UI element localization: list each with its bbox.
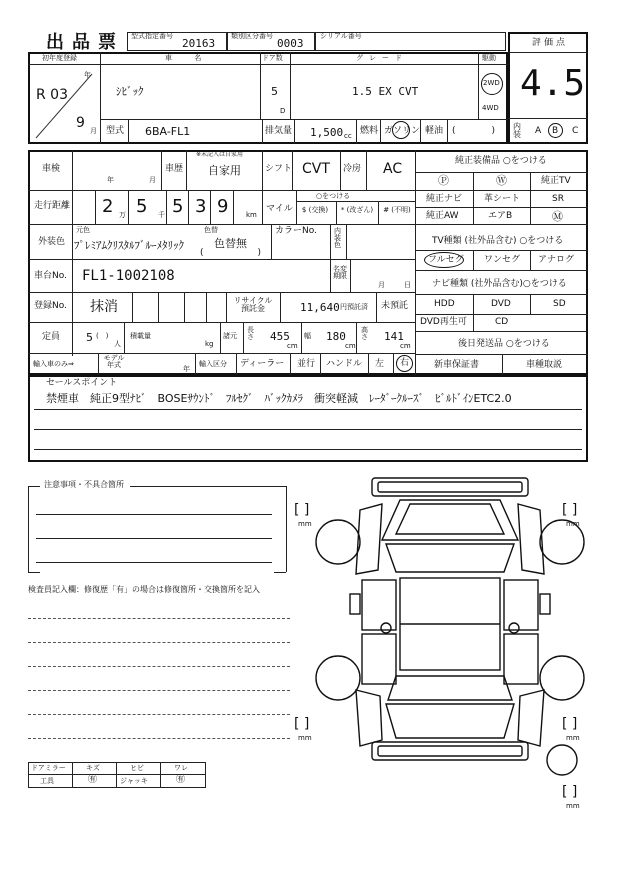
model-cert-label: 型式指定番号 — [131, 32, 173, 40]
svg-text:[ ]: [ ] — [294, 502, 310, 518]
mileage-digit-1: 2 — [102, 196, 114, 217]
car-inspection-diagram — [290, 470, 610, 810]
navi-sd: SD — [553, 299, 566, 309]
svg-text:mm: mm — [566, 802, 580, 810]
navi-dvd: DVD — [491, 299, 511, 309]
doors-value: 5 — [271, 85, 278, 98]
tamper-label: * (改ざん) — [340, 206, 374, 214]
legend-jack-mark: ㊒ — [176, 775, 186, 785]
recycle-label: リサイクル預託金 — [233, 296, 273, 313]
mileage-digit-2: 5 — [136, 196, 148, 217]
mileage-label: 走行距離 — [34, 201, 71, 211]
tv-analog: アナログ — [538, 255, 575, 265]
import-type-label: 輸入区分 — [199, 360, 227, 368]
ac-value: AC — [383, 161, 403, 177]
interior-label: 内装 — [513, 122, 521, 139]
color-label: 外装色 — [38, 237, 66, 247]
interior-grade-a: A — [535, 126, 542, 136]
drive-label: 駆動 — [482, 54, 496, 62]
parallel-option: 並行 — [297, 359, 316, 369]
equip-leather: 革シート — [484, 194, 521, 204]
length-value: 455 — [270, 330, 290, 343]
diesel-bracket: ( ) — [452, 126, 496, 136]
capacity-paren: ( ) — [96, 332, 109, 340]
mileage-digit-3: 5 — [172, 196, 184, 217]
name-change-month: 月 — [378, 281, 385, 289]
height-label: 高さ — [361, 326, 368, 341]
svg-text:mm: mm — [298, 520, 312, 528]
legend-tool: 工具 — [40, 777, 54, 785]
model-label: 型式 — [106, 126, 125, 136]
fuel-value: ガソリン — [384, 126, 421, 136]
score-value: 4.5 — [520, 63, 586, 104]
class-label: 類別区分番号 — [231, 32, 273, 40]
door-suffix: D — [280, 107, 286, 115]
legend-jack: ジャッキ — [120, 777, 148, 785]
color-orig-label: 元色 — [76, 226, 90, 234]
ac-label: 冷房 — [343, 164, 362, 174]
mileage-unit-man: 万 — [119, 211, 126, 219]
legend-crack: ヒビ — [130, 764, 144, 772]
serial-label: シリアル番号 — [320, 32, 362, 40]
exchange-label: $ (交換) — [301, 206, 329, 214]
width-unit: cm — [345, 342, 356, 350]
tone-label: 色替 — [204, 226, 218, 234]
model-cert-value: 20163 — [182, 37, 216, 50]
legend-tool-mark: ㊒ — [88, 775, 98, 785]
first-reg-label: 初年度登録 — [42, 54, 77, 62]
history-label: 車歴 — [165, 164, 184, 174]
sales-text: 禁煙車 純正9型ﾅﾋﾞ BOSEｻｳﾝﾄﾞ ﾌﾙｾｸﾞ ﾊﾞｯｸｶﾒﾗ 衝突軽減 ﾚｰﾀﾞｰｸﾙｰｽﾞ ﾋﾞﾙﾄﾞｲﾝETC2.0 — [46, 392, 512, 405]
svg-text:[ ]: [ ] — [562, 502, 578, 518]
import-label: 輸入車のみ⇒ — [33, 360, 74, 368]
sales-label: セールスポイント — [46, 378, 118, 388]
score-label: 評価点 — [532, 38, 569, 48]
model-value: 6BA-FL1 — [145, 125, 191, 138]
drive-2wd: 2WD — [483, 79, 500, 87]
equip-tv: 純正TV — [541, 176, 571, 186]
width-value: 180 — [326, 330, 346, 343]
model-year-label: モデル年式 — [103, 354, 125, 369]
svg-text:mm: mm — [566, 520, 580, 528]
fuel-label: 燃料 — [360, 126, 379, 136]
model-year-unit: 年 — [183, 365, 190, 373]
grade-label: グレード — [356, 54, 408, 62]
legend-break: ワレ — [174, 764, 188, 772]
reg-label: 登録No. — [34, 301, 67, 311]
later-header: 後日発送品 ○をつける — [458, 339, 550, 349]
chassis-value: FL1-1002108 — [82, 268, 175, 284]
equip-navi: 純正ナビ — [426, 194, 463, 204]
mileage-digit-5: 9 — [217, 196, 229, 217]
mileage-digit-4: 3 — [195, 196, 207, 217]
length-unit: cm — [287, 342, 298, 350]
shaken-year-unit: 年 — [107, 176, 114, 184]
capacity-label: 定員 — [42, 332, 61, 342]
tv-header: TV種類 (社外品含む) ○をつける — [432, 236, 564, 246]
width-label: 幅 — [304, 332, 311, 340]
height-unit: cm — [400, 342, 411, 350]
handle-right: 右 — [400, 358, 410, 368]
navi-cd: CD — [495, 317, 509, 327]
colorno-label: カラーNo. — [275, 226, 317, 236]
dealer-option: ディーラー — [240, 359, 285, 369]
tone-bracket: ( ) — [200, 248, 262, 258]
caution-label: 注意事項・不具合箇所 — [44, 480, 124, 489]
class-value: 0003 — [277, 37, 304, 50]
history-value: 自家用 — [208, 164, 241, 177]
shift-label: シフト — [265, 164, 293, 174]
height-value: 141 — [384, 330, 404, 343]
navi-dvd-play: DVD再生可 — [420, 317, 467, 327]
recycle-status: 未預託 — [381, 301, 409, 311]
capacity-unit: 人 — [114, 340, 121, 348]
legend-mirror: ドアミラー — [31, 764, 66, 772]
first-reg-era: R 03 — [36, 87, 68, 103]
handle-label: ハンドル — [326, 359, 363, 369]
recycle-unit: 円預託済 — [340, 303, 368, 311]
name-change-day: 日 — [404, 281, 411, 289]
car-name-label: 車 名 — [165, 54, 212, 62]
capacity-value: 5 — [86, 331, 93, 344]
interior-color-label: 内装色 — [334, 227, 341, 249]
svg-text:[ ]: [ ] — [562, 784, 578, 800]
tone-value: 色替無 — [214, 237, 247, 250]
navi-hdd: HDD — [434, 299, 455, 309]
first-reg-month: 9 — [76, 115, 85, 131]
equip-aw: 純正AW — [426, 211, 459, 221]
navi-header: ナビ種類 (社外品含む)○をつける — [432, 279, 567, 289]
handle-left: 左 — [375, 359, 385, 369]
equip-p: Ⓟ — [438, 174, 449, 187]
genuine-header: 純正装備品 ○をつける — [455, 156, 547, 166]
mileage-unit-sen: 千 — [158, 211, 165, 219]
tv-fullseg: フルセグ — [428, 255, 464, 265]
displacement-unit: cc — [344, 132, 352, 140]
svg-text:[ ]: [ ] — [294, 716, 310, 732]
shift-value: CVT — [302, 161, 330, 177]
car-name-value: ｼﾋﾞｯｸ — [116, 85, 144, 98]
mark-note: ○をつける — [316, 192, 351, 200]
form-title: 出品票 — [46, 32, 124, 53]
interior-grade-c: C — [572, 126, 579, 136]
svg-text:mm: mm — [566, 734, 580, 742]
svg-text:[ ]: [ ] — [562, 716, 578, 732]
drive-4wd: 4WD — [482, 104, 499, 112]
svg-text:mm: mm — [298, 734, 312, 742]
later-warranty: 新車保証書 — [434, 360, 480, 370]
dims-label: 諸元 — [223, 332, 237, 340]
shaken-month-unit: 月 — [149, 176, 156, 184]
load-unit: kg — [205, 340, 214, 348]
later-manual: 車種取説 — [526, 360, 563, 370]
recycle-value: 11,640 — [300, 301, 340, 314]
door-label: ドア数 — [262, 54, 283, 62]
mile-label: マイル — [266, 204, 293, 214]
equip-sr: SR — [552, 194, 564, 204]
interior-grade-b: B — [552, 126, 559, 136]
grade-value: 1.5 EX CVT — [352, 85, 419, 98]
equip-w: Ⓦ — [496, 174, 507, 187]
month-unit: 月 — [90, 127, 97, 135]
displacement-label: 排気量 — [265, 126, 293, 136]
length-label: 長さ — [247, 326, 254, 341]
unknown-label: # (不明) — [383, 206, 411, 214]
year-unit: 年 — [84, 71, 91, 79]
legend-scratch: キズ — [86, 764, 100, 772]
reg-value: 抹消 — [90, 299, 118, 315]
equip-airbag: エアB — [488, 211, 513, 221]
history-note: ※未記入は自家用 — [196, 151, 244, 158]
name-change-label: 名変期限 — [333, 265, 347, 280]
tv-oneseg: ワンセグ — [484, 255, 521, 265]
chassis-label: 車台No. — [34, 271, 67, 281]
displacement-value: 1,500 — [310, 126, 344, 139]
load-label: 積載量 — [130, 332, 151, 340]
equip-m: Ⓜ — [552, 210, 563, 223]
inspector-label: 検査員記入欄：修復歴「有」の場合は修復箇所・交換箇所を記入 — [28, 585, 260, 594]
color-value: ﾌﾟﾚﾐｱﾑｸﾘｽﾀﾙﾌﾞﾙｰﾒﾀﾘｯｸ — [74, 239, 184, 252]
diesel-label: 軽油 — [425, 126, 444, 136]
shaken-label: 車検 — [42, 164, 61, 174]
mileage-unit-km: km — [246, 211, 257, 219]
